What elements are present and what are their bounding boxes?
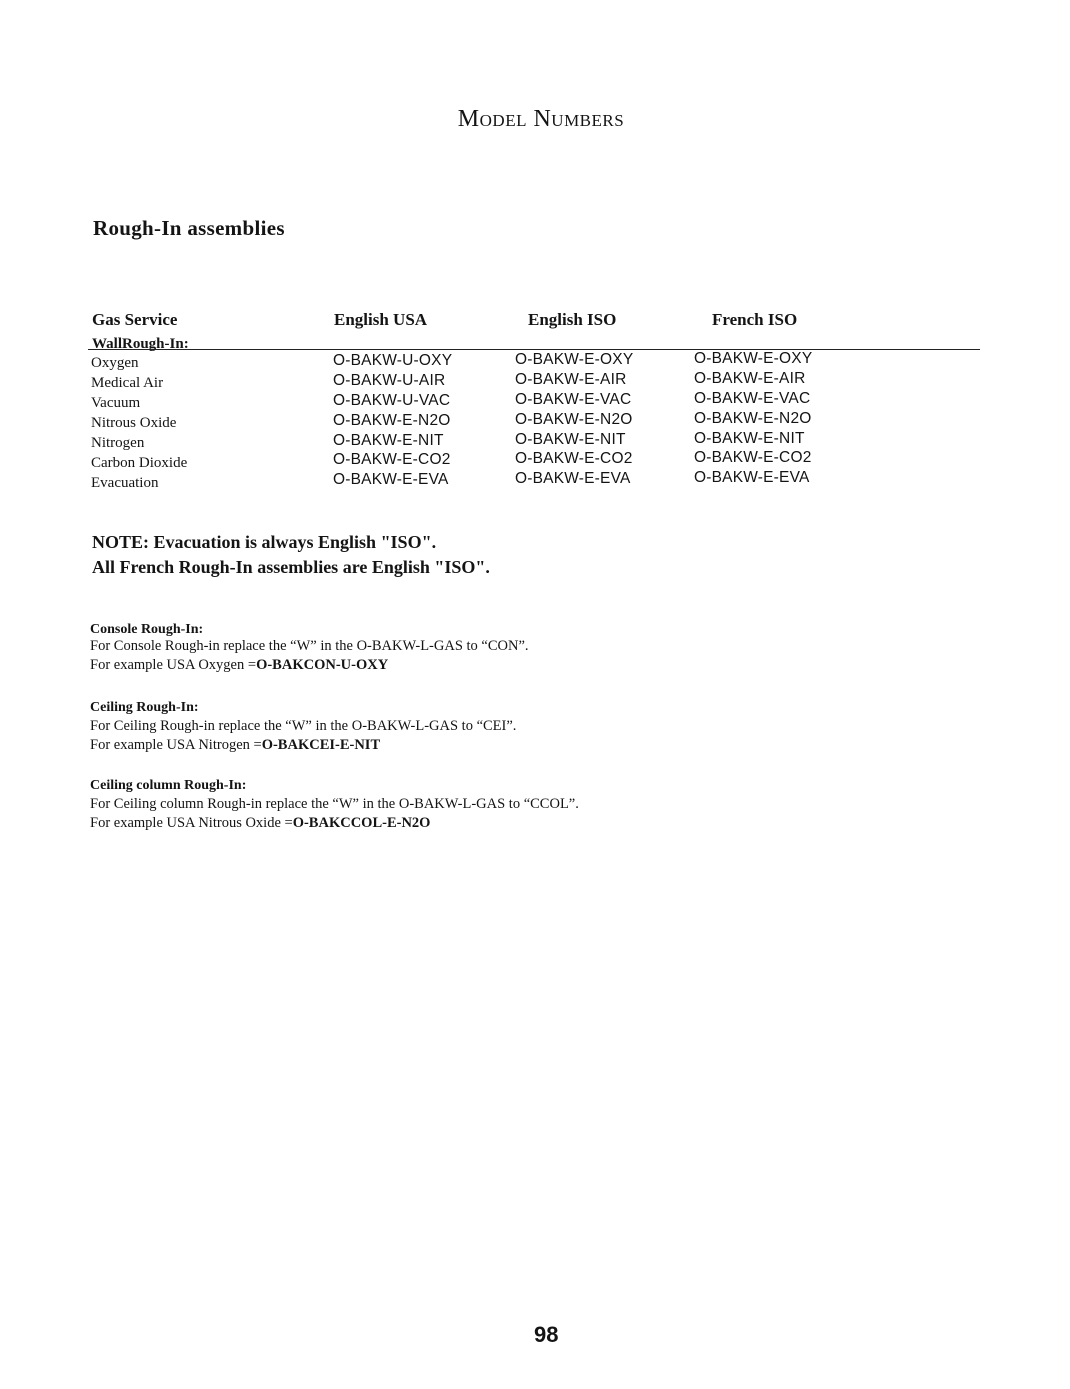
- row-gas-service: Nitrous Oxide: [91, 415, 177, 431]
- section-example: [90, 815, 430, 832]
- page-title: Model Numbers: [457, 106, 625, 132]
- row-code-french-iso: O-BAKW-E-VAC: [694, 390, 811, 407]
- row-code-english-usa: O-BAKW-E-EVA: [333, 471, 449, 488]
- row-code-english-iso: O-BAKW-E-EVA: [515, 470, 631, 487]
- section-heading: Console Rough-In:: [90, 622, 204, 637]
- section-instruction: For Ceiling column Rough-in replace the “W” in the O-BAKW-L-GAS to “CCOL”.: [90, 796, 579, 812]
- column-header-french-iso: French ISO: [712, 310, 798, 329]
- column-header-english-iso: English ISO: [528, 310, 617, 329]
- row-code-french-iso: O-BAKW-E-EVA: [694, 469, 810, 486]
- row-code-english-usa: O-BAKW-U-AIR: [333, 372, 446, 389]
- row-code-english-iso: O-BAKW-E-N2O: [515, 411, 633, 428]
- row-gas-service: Evacuation: [91, 475, 159, 491]
- row-code-english-usa: O-BAKW-U-VAC: [333, 392, 451, 409]
- example-prefix: For example USA Nitrous Oxide =: [90, 815, 293, 831]
- row-code-english-iso: O-BAKW-E-OXY: [515, 351, 634, 368]
- row-code-french-iso: O-BAKW-E-CO2: [694, 449, 812, 466]
- row-gas-service: Vacuum: [91, 395, 141, 411]
- row-code-english-iso: O-BAKW-E-VAC: [515, 391, 632, 408]
- section-example: [90, 737, 380, 754]
- row-code-french-iso: O-BAKW-E-OXY: [694, 350, 813, 367]
- row-code-english-iso: O-BAKW-E-CO2: [515, 450, 633, 467]
- section-heading: Ceiling column Rough-In:: [90, 778, 247, 793]
- table-group-label: WallRough-In:: [92, 336, 189, 352]
- example-prefix: For example USA Oxygen =: [90, 657, 257, 673]
- row-code-english-usa: O-BAKW-E-N2O: [333, 412, 451, 429]
- example-code: O-BAKCON-U-OXY: [256, 657, 389, 673]
- example-code: O-BAKCEI-E-NIT: [261, 737, 381, 753]
- column-header-gas-service: Gas Service: [92, 310, 178, 329]
- row-gas-service: Medical Air: [91, 375, 164, 391]
- row-code-french-iso: O-BAKW-E-AIR: [694, 370, 806, 387]
- row-code-english-usa: O-BAKW-E-CO2: [333, 451, 451, 468]
- column-header-english-usa: English USA: [334, 310, 428, 329]
- row-code-french-iso: O-BAKW-E-N2O: [694, 410, 812, 427]
- section-subtitle: Rough-In assemblies: [93, 216, 285, 240]
- row-code-english-iso: O-BAKW-E-AIR: [515, 371, 627, 388]
- row-code-english-iso: O-BAKW-E-NIT: [515, 431, 626, 448]
- section-example: [90, 657, 388, 674]
- row-gas-service: Oxygen: [91, 355, 139, 371]
- section-instruction: For Ceiling Rough-in replace the “W” in the O-BAKW-L-GAS to “CEI”.: [90, 718, 517, 734]
- example-code: O-BAKCCOL-E-N2O: [292, 815, 431, 831]
- note-evacuation: NOTE: Evacuation is always English "ISO".: [92, 532, 437, 552]
- page-number: 98: [534, 1322, 559, 1347]
- note-french: All French Rough-In assemblies are English "ISO".: [92, 557, 490, 577]
- table-header-rule: [88, 349, 980, 350]
- row-code-french-iso: O-BAKW-E-NIT: [694, 430, 805, 447]
- example-prefix: For example USA Nitrogen =: [90, 737, 262, 753]
- section-heading: Ceiling Rough-In:: [90, 700, 199, 715]
- row-code-english-usa: O-BAKW-U-OXY: [333, 352, 453, 369]
- row-gas-service: Carbon Dioxide: [91, 455, 188, 471]
- row-code-english-usa: O-BAKW-E-NIT: [333, 432, 444, 449]
- row-gas-service: Nitrogen: [91, 435, 145, 451]
- section-instruction: For Console Rough-in replace the “W” in the O-BAKW-L-GAS to “CON”.: [90, 638, 529, 654]
